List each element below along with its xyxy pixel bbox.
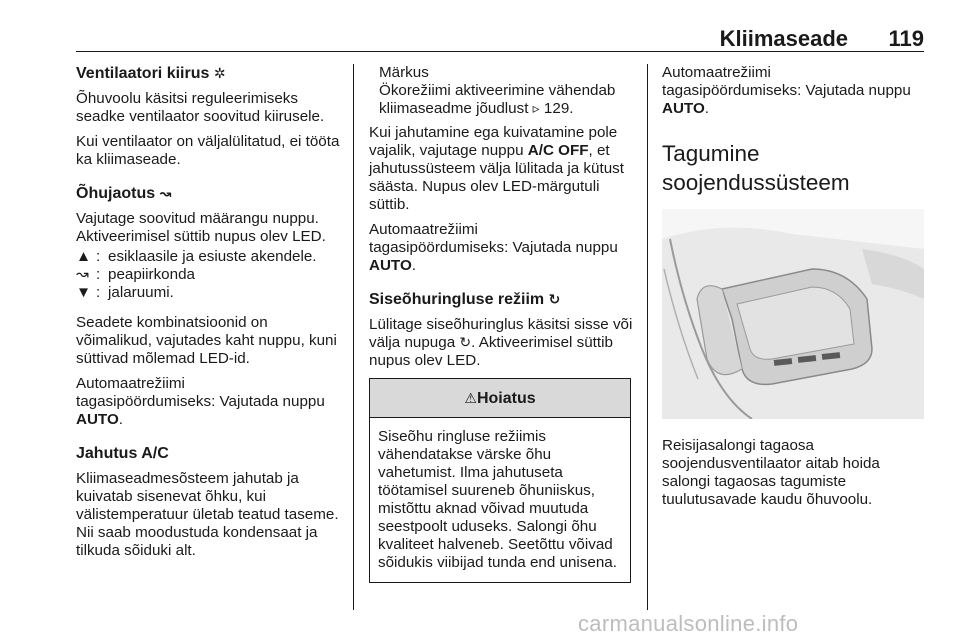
ac-off-paragraph: Kui jahutamine ega kuivatamine pole vajalik, vajutage nuppu A/C OFF, et jahutussüsteem välja lülitada ja kütust säästa. Nupus olev LED-märgutuli süttib. <box>369 124 624 213</box>
ac-heading: Jahutus A/C <box>76 445 169 462</box>
page-title: Kliimaseade <box>719 26 848 51</box>
fan-paragraph-1: Õhuvoolu käsitsi reguleerimiseks seadke ventilaator soovitud kiirusele. <box>76 90 325 125</box>
auto-button-label: AUTO <box>662 100 705 117</box>
warning-header: ⚠Hoiatus <box>370 379 630 418</box>
watermark: carmanualsonline.info <box>578 611 799 636</box>
rear-heater-heading: Tagumine soojendussüsteem <box>662 141 850 195</box>
warning-box <box>369 378 631 583</box>
ac-paragraph: Kliimaseadmesõsteem jahutab ja kuivatab sisenevat õhku, kui välistemperatuur ületab teatud taseme. Nii saab moodustuda kondensaat ja tilkuda sõiduki alt. <box>76 470 339 559</box>
auto-label: Automaatrežiimi <box>76 375 185 392</box>
note-box <box>379 64 633 118</box>
recirculation-icon: ↻ <box>548 292 561 308</box>
rear-heater-illustration <box>662 209 924 419</box>
warning-triangle-icon: ⚠ <box>464 391 477 407</box>
auto-instruction: tagasipöördumiseks: Vajutada nuppu AUTO. <box>662 82 911 117</box>
auto-button-label: AUTO <box>76 411 119 428</box>
recirculation-icon: ↻ <box>459 335 472 351</box>
header-rule <box>76 51 924 52</box>
windscreen-airflow-icon: ▲ <box>76 248 92 265</box>
recirculation-paragraph: Lülitage siseõhuringlus käsitsi sisse või välja nupuga ↻. Aktiveerimisel süttib nupus olev LED. <box>369 316 633 369</box>
ac-off-button-label: A/C OFF <box>527 142 589 159</box>
auto-instruction: tagasipöördumiseks: Vajutada nuppu AUTO. <box>369 239 618 274</box>
air-distribution-heading: Õhujaotus ↝ <box>76 185 172 202</box>
distribution-list <box>76 248 340 302</box>
recirculation-heading: Siseõhuringluse režiim ↻ <box>369 291 561 308</box>
fan-icon: ✲ <box>213 66 226 82</box>
air-paragraph-2: Seadete kombinatsioonid on võimalikud, vajutades kaht nuppu, kuni süttivad mõlemad LED-id. <box>76 314 337 367</box>
head-airflow-icon: ↝ <box>76 266 89 283</box>
column-divider-1 <box>353 64 354 610</box>
column-divider-2 <box>647 64 648 610</box>
page-number: 119 <box>888 26 924 51</box>
list-item: ▼ : jalaruumi. <box>76 284 174 301</box>
head-airflow-icon: ↝ <box>159 186 172 202</box>
auto-button-label: AUTO <box>369 257 412 274</box>
auto-label: Automaatrežiimi <box>662 64 771 81</box>
page-reference-icon: ▹ <box>532 101 540 117</box>
auto-instruction: tagasipöördumiseks: Vajutada nuppu AUTO. <box>76 393 325 428</box>
auto-label: Automaatrežiimi <box>369 221 478 238</box>
column-1 <box>76 64 340 567</box>
column-2 <box>369 64 633 583</box>
air-paragraph-1: Vajutage soovitud määrangu nuppu. Aktiveerimisel süttib nupus olev LED. <box>76 210 326 245</box>
note-text: Ökorežiimi aktiveerimine vähendab kliimaseadme jõudlust ▹ 129. <box>379 82 616 117</box>
fan-speed-heading: Ventilaatori kiirus ✲ <box>76 65 226 82</box>
note-title: Märkus <box>379 64 429 81</box>
rear-heater-drawing <box>662 209 924 419</box>
column-3 <box>662 64 924 516</box>
rear-heater-caption: Reisijasalongi tagaosa soojendusventilaator aitab hoida salongi tagaosas tagumiste tuulutusavade kaudu õhuvoolu. <box>662 437 880 508</box>
footwell-airflow-icon: ▼ <box>76 284 92 301</box>
list-item: ▲ : esiklaasile ja esiuste akendele. <box>76 248 317 265</box>
fan-paragraph-2: Kui ventilaator on väljalülitatud, ei tööta ka kliimaseade. <box>76 133 340 168</box>
warning-text: Siseõhu ringluse režiimis vähendatakse värske õhu vahetumist. Ilma jahutuseta töötamisel suureneb õhuniiskus, mistõttu aknad võivad muutuda seestpoolt uduseks. Salongi õhu kvaliteet halveneb. Seetõttu võivad sõidukis viibijad tunda end unisena. <box>378 428 617 571</box>
list-item: ↝ : peapiirkonda <box>76 266 195 283</box>
page-header <box>76 26 924 50</box>
